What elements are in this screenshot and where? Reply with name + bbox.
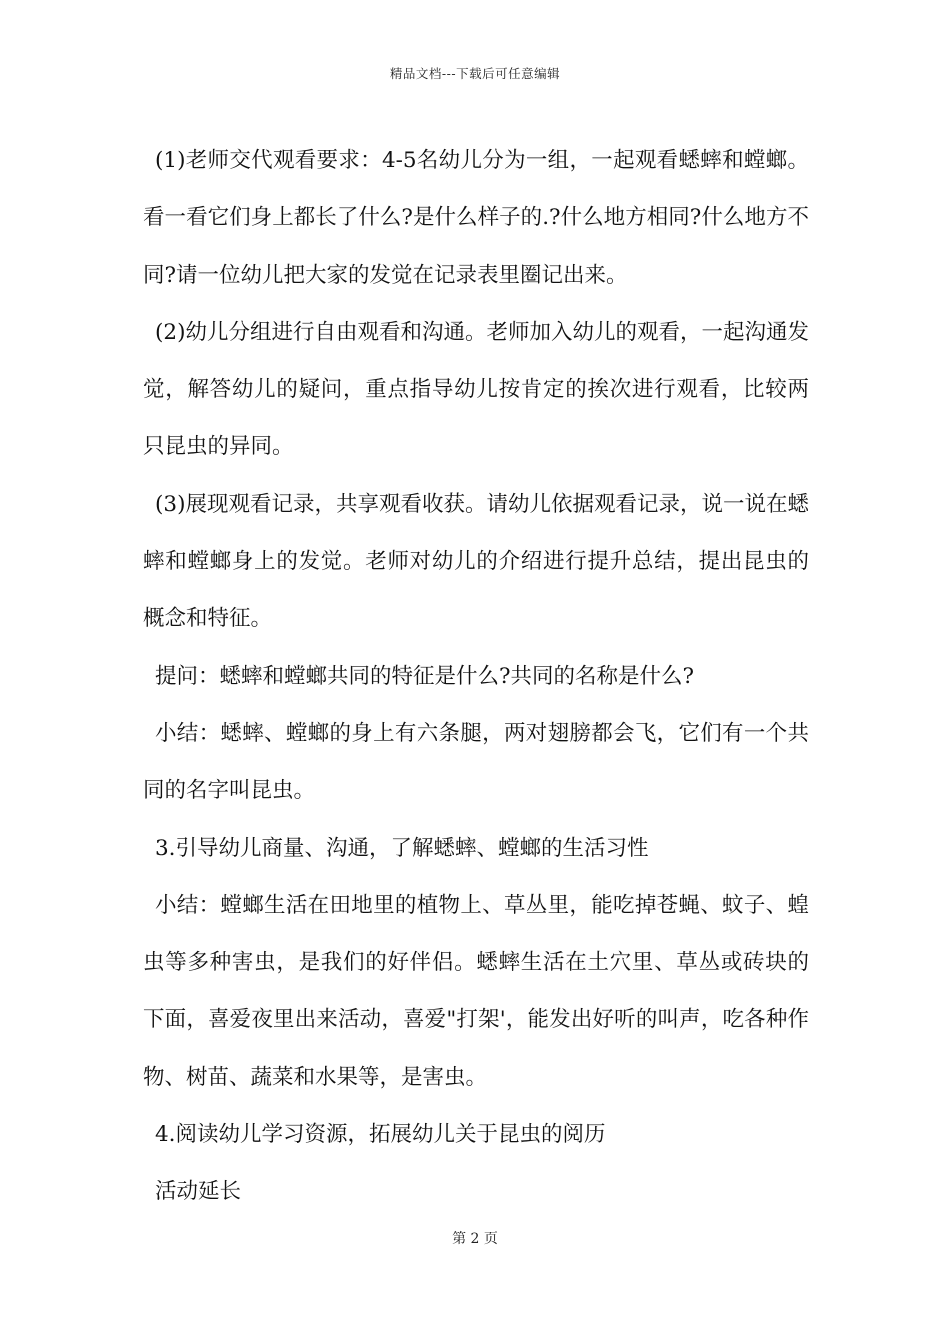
paragraph-question: 提问：蟋蟀和螳螂共同的特征是什么?共同的名称是什么? [155,663,695,689]
paragraph-step-3: 3.引导幼儿商量、沟通，了解蟋蟀、螳螂的生活习性 [155,835,649,861]
paragraph-step-4: 4.阅读幼儿学习资源，拓展幼儿关于昆虫的阅历 [155,1122,606,1148]
paragraph-summary-habits: 小结：螳螂生活在田地里的植物上、草丛里，能吃掉苍蝇、蚊子、蝗虫等多种害虫，是我们的好伴侣。蟋蟀生活在土穴里、草丛或砖块的下面，喜爱夜里出来活动，喜爱"打架'，能发出好听的叫声，吃各种作物、树苗、蔬菜和水果等，是害虫。 [143,892,809,1090]
document-body [143,132,809,1221]
page-number: 第 2 页 [452,1231,498,1247]
paragraph-group-observation: (2)幼儿分组进行自由观看和沟通。老师加入幼儿的观看，一起沟通发觉，解答幼儿的疑问，重点指导幼儿按肯定的挨次进行观看，比较两只昆虫的异同。 [143,319,809,460]
paragraph-summary-insects: 小结：蟋蟀、螳螂的身上有六条腿，两对翅膀都会飞，它们有一个共同的名字叫昆虫。 [143,720,809,804]
paragraph-activity-extension: 活动延长 [155,1179,242,1205]
page-header: 精品文档---下载后可任意编辑 [389,66,561,81]
paragraph-share-records: (3)展现观看记录，共享观看收获。请幼儿依据观看记录，说一说在蟋蟀和螳螂身上的发觉。老师对幼儿的介绍进行提升总结，提出昆虫的概念和特征。 [143,491,809,632]
paragraph-observation-requirements: (1)老师交代观看要求：4-5名幼儿分为一组，一起观看蟋蟀和螳螂。看一看它们身上都长了什么?是什么样子的.?什么地方相同?什么地方不同?请一位幼儿把大家的发觉在记录表里圈记出来。 [143,148,809,288]
